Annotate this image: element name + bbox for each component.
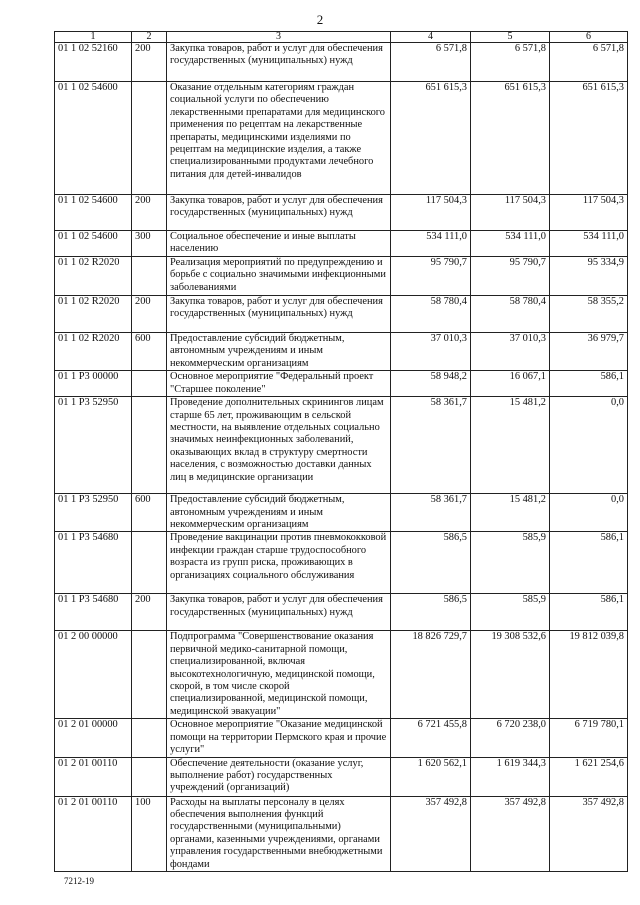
table-row (55, 371, 628, 397)
amount-col4: 586,5 (391, 532, 471, 594)
expense-type-code: 300 (132, 231, 167, 257)
item-name: Основное мероприятие "Оказание медицинской помощи на территории Пермского края и прочие услуги" (167, 719, 391, 757)
amount-col5: 585,9 (471, 532, 550, 594)
target-article-code: 01 2 01 00110 (55, 757, 132, 796)
amount-col4: 58 948,2 (391, 371, 471, 397)
target-article-code: 01 1 P3 54680 (55, 532, 132, 594)
expense-type-code: 200 (132, 195, 167, 231)
amount-col4: 357 492,8 (391, 796, 471, 871)
item-name: Закупка товаров, работ и услуг для обеспечения государственных (муниципальных) нужд (167, 296, 391, 333)
table-row (55, 333, 628, 371)
amount-col4: 95 790,7 (391, 257, 471, 296)
column-header-3: 3 (167, 32, 391, 43)
target-article-code: 01 2 01 00110 (55, 796, 132, 871)
amount-col5: 16 067,1 (471, 371, 550, 397)
item-name: Основное мероприятие "Федеральный проект "Старшее поколение" (167, 371, 391, 397)
amount-col5: 6 571,8 (471, 43, 550, 82)
amount-col6: 651 615,3 (550, 82, 628, 195)
amount-col5: 585,9 (471, 594, 550, 631)
target-article-code: 01 1 02 54600 (55, 195, 132, 231)
budget-table (54, 31, 628, 872)
table-row (55, 631, 628, 719)
target-article-code: 01 1 P3 52950 (55, 494, 132, 532)
target-article-code: 01 2 01 00000 (55, 719, 132, 757)
amount-col5: 117 504,3 (471, 195, 550, 231)
expense-type-code (132, 82, 167, 195)
table-row (55, 719, 628, 757)
expense-type-code: 600 (132, 333, 167, 371)
target-article-code: 01 1 P3 54680 (55, 594, 132, 631)
expense-type-code (132, 397, 167, 494)
amount-col5: 534 111,0 (471, 231, 550, 257)
target-article-code: 01 1 02 R2020 (55, 257, 132, 296)
table-row (55, 594, 628, 631)
column-header-6: 6 (550, 32, 628, 43)
amount-col4: 651 615,3 (391, 82, 471, 195)
amount-col6: 117 504,3 (550, 195, 628, 231)
table-row (55, 757, 628, 796)
item-name: Оказание отдельным категориям граждан социальной услуги по обеспечению лекарственными препаратами для медицинского применения по рецептам на лекарственные препараты, медицинскими изделиями по рецептам на медицинские изделия, а также специализированными продуктами лечебного питания для детей-инвалидов (167, 82, 391, 195)
amount-col4: 586,5 (391, 594, 471, 631)
expense-type-code (132, 257, 167, 296)
amount-col4: 534 111,0 (391, 231, 471, 257)
expense-type-code (132, 631, 167, 719)
table-row (55, 43, 628, 82)
target-article-code: 01 1 02 R2020 (55, 333, 132, 371)
amount-col5: 357 492,8 (471, 796, 550, 871)
page-number: 2 (316, 12, 324, 27)
amount-col6: 586,1 (550, 532, 628, 594)
amount-col6: 586,1 (550, 594, 628, 631)
amount-col6: 534 111,0 (550, 231, 628, 257)
item-name: Социальное обеспечение и иные выплаты населению (167, 231, 391, 257)
item-name: Подпрограмма "Совершенствование оказания первичной медико-санитарной помощи, специализированной, включая высокотехнологичную, медицинской помощи, скорой, в том числе скорой специализированной, медицинской помощи, медицинской эвакуации" (167, 631, 391, 719)
table-row (55, 532, 628, 594)
amount-col4: 58 780,4 (391, 296, 471, 333)
amount-col5: 95 790,7 (471, 257, 550, 296)
item-name: Закупка товаров, работ и услуг для обеспечения государственных (муниципальных) нужд (167, 43, 391, 82)
amount-col4: 6 571,8 (391, 43, 471, 82)
amount-col6: 95 334,9 (550, 257, 628, 296)
target-article-code: 01 1 02 54600 (55, 231, 132, 257)
column-number-row (55, 32, 628, 43)
item-name: Реализация мероприятий по предупреждению и борьбе с социально значимыми инфекционными заболеваниями (167, 257, 391, 296)
document-footer-code: 7212-19 (64, 876, 94, 886)
amount-col6: 6 719 780,1 (550, 719, 628, 757)
amount-col5: 19 308 532,6 (471, 631, 550, 719)
expense-type-code: 200 (132, 594, 167, 631)
amount-col4: 18 826 729,7 (391, 631, 471, 719)
target-article-code: 01 1 02 R2020 (55, 296, 132, 333)
table-row (55, 494, 628, 532)
table-row (55, 231, 628, 257)
amount-col4: 1 620 562,1 (391, 757, 471, 796)
amount-col6: 586,1 (550, 371, 628, 397)
expense-type-code: 600 (132, 494, 167, 532)
table-row (55, 796, 628, 871)
table-row (55, 195, 628, 231)
column-header-5: 5 (471, 32, 550, 43)
amount-col6: 0,0 (550, 397, 628, 494)
column-header-2: 2 (132, 32, 167, 43)
amount-col4: 117 504,3 (391, 195, 471, 231)
item-name: Закупка товаров, работ и услуг для обеспечения государственных (муниципальных) нужд (167, 195, 391, 231)
amount-col4: 6 721 455,8 (391, 719, 471, 757)
amount-col4: 58 361,7 (391, 494, 471, 532)
item-name: Предоставление субсидий бюджетным, автономным учреждениям и иным некоммерческим организациям (167, 494, 391, 532)
amount-col5: 15 481,2 (471, 494, 550, 532)
item-name: Проведение вакцинации против пневмококковой инфекции граждан старше трудоспособного возраста из групп риска, проживающих в организациях социального обслуживания (167, 532, 391, 594)
target-article-code: 01 1 02 52160 (55, 43, 132, 82)
amount-col5: 58 780,4 (471, 296, 550, 333)
amount-col5: 15 481,2 (471, 397, 550, 494)
expense-type-code (132, 532, 167, 594)
target-article-code: 01 1 P3 52950 (55, 397, 132, 494)
target-article-code: 01 2 00 00000 (55, 631, 132, 719)
expense-type-code (132, 371, 167, 397)
item-name: Проведение дополнительных скринингов лицам старше 65 лет, проживающим в сельской местности, на выявление отдельных социально значимых неинфекционных заболеваний, оказывающих вклад в структуру смертности населения, с возможностью доставки данных лиц в медицинские организации (167, 397, 391, 494)
expense-type-code: 200 (132, 296, 167, 333)
expense-type-code: 200 (132, 43, 167, 82)
item-name: Обеспечение деятельности (оказание услуг, выполнение работ) государственных учреждений (организаций) (167, 757, 391, 796)
target-article-code: 01 1 02 54600 (55, 82, 132, 195)
amount-col6: 1 621 254,6 (550, 757, 628, 796)
table-row (55, 257, 628, 296)
amount-col6: 58 355,2 (550, 296, 628, 333)
column-header-4: 4 (391, 32, 471, 43)
amount-col4: 58 361,7 (391, 397, 471, 494)
amount-col6: 0,0 (550, 494, 628, 532)
amount-col4: 37 010,3 (391, 333, 471, 371)
amount-col5: 6 720 238,0 (471, 719, 550, 757)
table-row (55, 296, 628, 333)
item-name: Закупка товаров, работ и услуг для обеспечения государственных (муниципальных) нужд (167, 594, 391, 631)
item-name: Предоставление субсидий бюджетным, автономным учреждениям и иным некоммерческим организациям (167, 333, 391, 371)
amount-col6: 357 492,8 (550, 796, 628, 871)
item-name: Расходы на выплаты персоналу в целях обеспечения выполнения функций государственными (муниципальными) органами, казенными учреждениями, органами управления государственными внебюджетными фондами (167, 796, 391, 871)
column-header-1: 1 (55, 32, 132, 43)
amount-col6: 36 979,7 (550, 333, 628, 371)
table-row (55, 397, 628, 494)
amount-col5: 37 010,3 (471, 333, 550, 371)
expense-type-code: 100 (132, 796, 167, 871)
table-row (55, 82, 628, 195)
amount-col6: 6 571,8 (550, 43, 628, 82)
target-article-code: 01 1 P3 00000 (55, 371, 132, 397)
expense-type-code (132, 757, 167, 796)
amount-col5: 1 619 344,3 (471, 757, 550, 796)
expense-type-code (132, 719, 167, 757)
amount-col6: 19 812 039,8 (550, 631, 628, 719)
amount-col5: 651 615,3 (471, 82, 550, 195)
